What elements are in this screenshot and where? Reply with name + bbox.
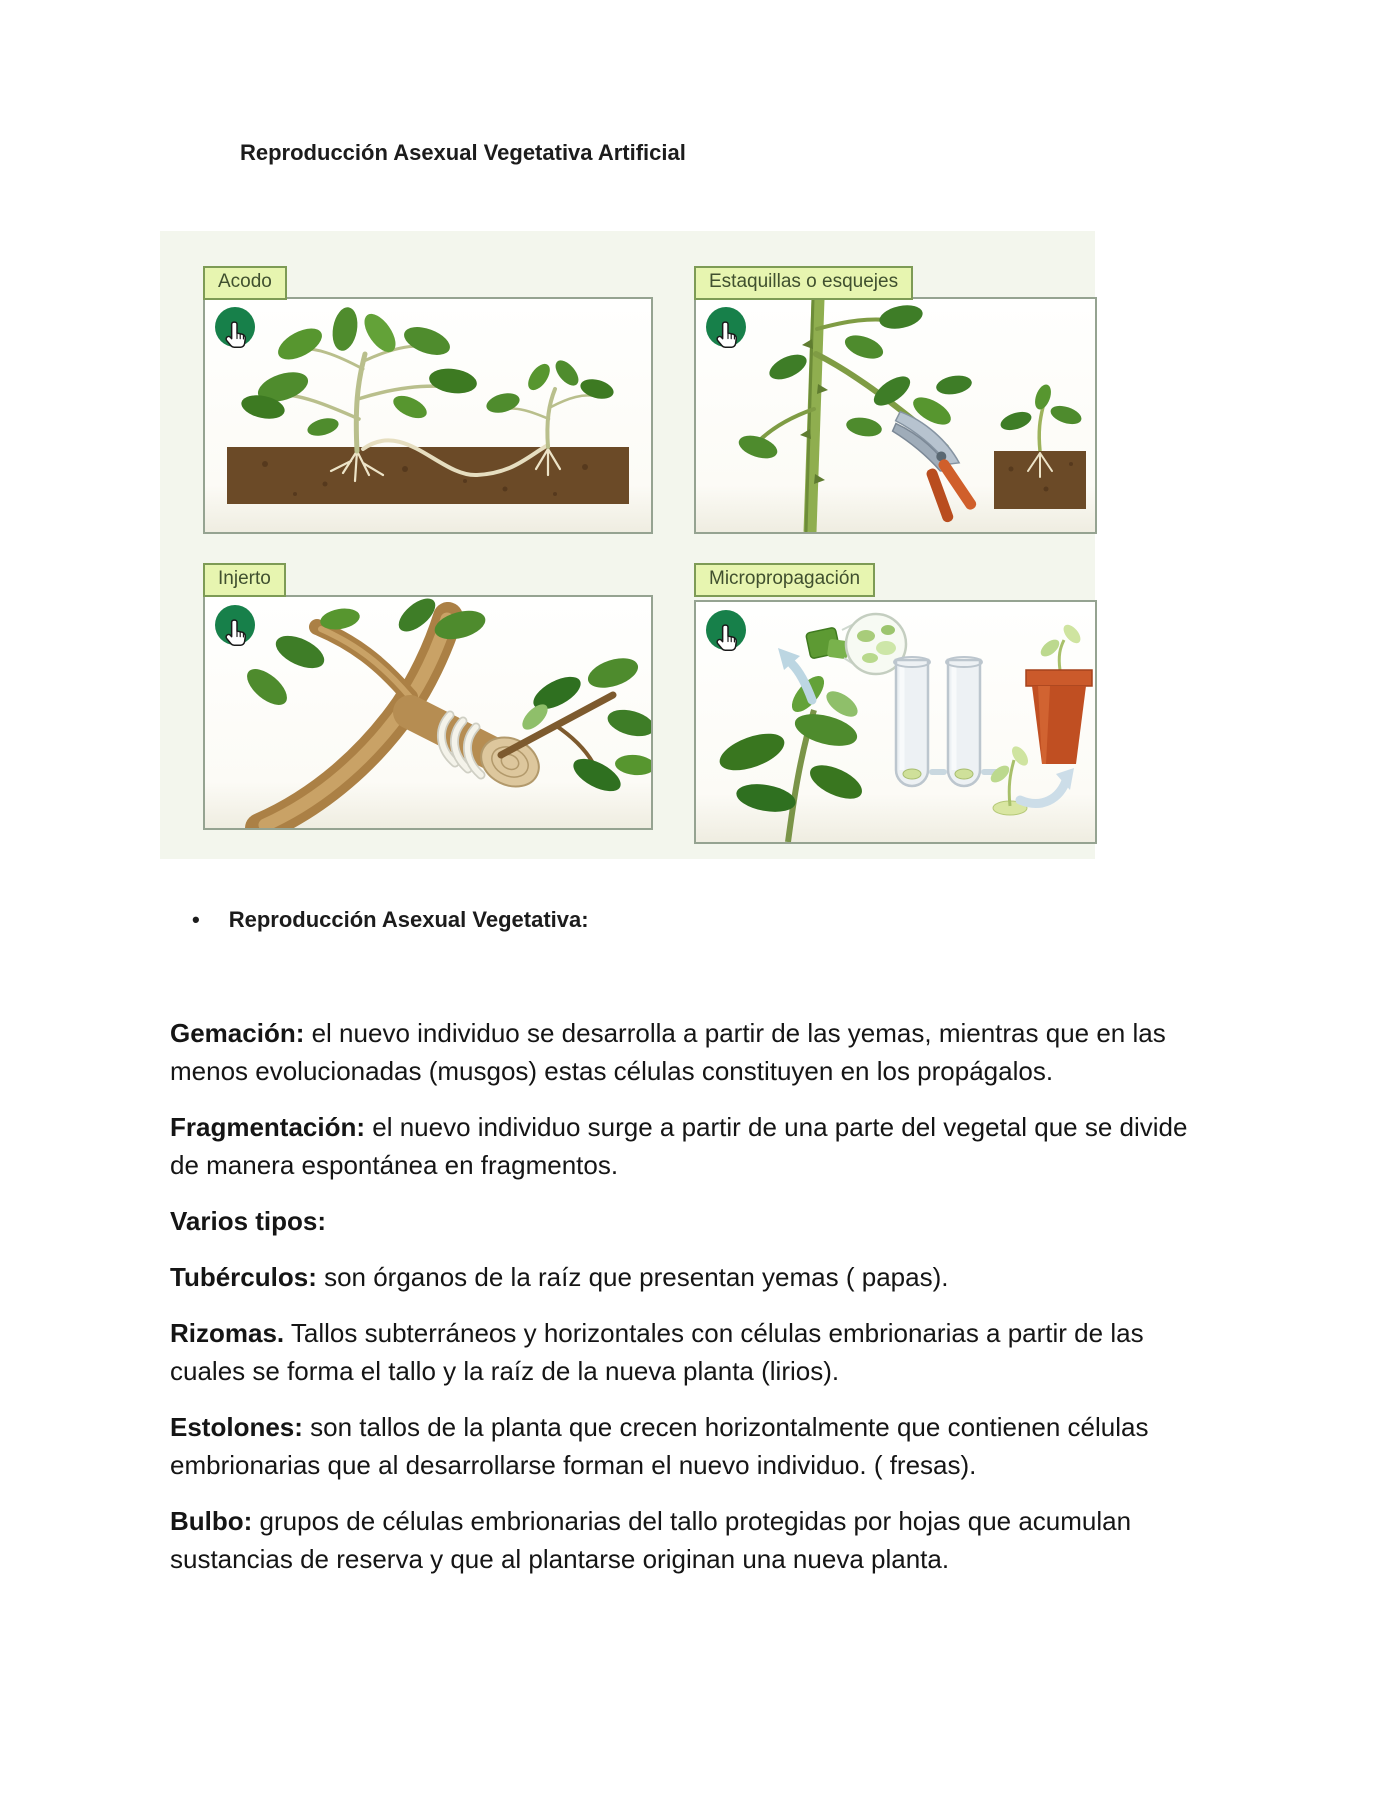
definition-text: Tallos subterráneos y horizontales con células embrionarias a partir de las cuales se forma el tallo y la raíz de la nueva planta (lirios).	[170, 1318, 1144, 1386]
definition-paragraph	[170, 1502, 1215, 1578]
definition-text: son órganos de la raíz que presentan yemas ( papas).	[316, 1262, 949, 1292]
section-heading	[192, 907, 589, 933]
definition-text: el nuevo individuo surge a partir de una parte del vegetal que se divide de manera espontánea en fragmentos.	[170, 1112, 1188, 1180]
tab-micropropagacion[interactable]	[694, 563, 875, 597]
hand-cursor-button[interactable]	[706, 307, 752, 357]
body-text	[170, 1014, 1215, 1596]
hand-cursor-button[interactable]	[215, 605, 261, 655]
definition-term: Gemación:	[170, 1018, 305, 1048]
panel-micropropagacion	[694, 600, 1097, 844]
definition-term: Varios tipos:	[170, 1206, 327, 1236]
tab-injerto[interactable]	[203, 563, 286, 597]
definition-text: grupos de células embrionarias del tallo protegidas por hojas que acumulan sustancias de reserva y que al plantarse originan una nueva planta.	[170, 1506, 1132, 1574]
definition-text: son tallos de la planta que crecen horizontalmente que contienen células embrionarias que al desarrollarse forman el nuevo individuo. ( fresas).	[170, 1412, 1149, 1480]
hand-cursor-icon	[715, 320, 741, 350]
tab-acodo-label: Acodo	[218, 271, 272, 292]
definition-paragraph	[170, 1108, 1215, 1184]
hand-cursor-icon	[224, 320, 250, 350]
micropropagacion-illustration	[696, 602, 1095, 842]
tab-acodo[interactable]	[203, 266, 287, 300]
definition-term: Bulbo:	[170, 1506, 253, 1536]
bullet-icon: •	[192, 907, 200, 932]
injerto-illustration	[205, 597, 651, 828]
definition-term: Fragmentación:	[170, 1112, 366, 1142]
hand-cursor-button[interactable]	[215, 307, 261, 357]
tab-injerto-label: Injerto	[218, 568, 271, 589]
tab-estaquillas-label: Estaquillas o esquejes	[709, 271, 899, 292]
hand-cursor-icon	[715, 623, 741, 653]
definition-paragraph	[170, 1408, 1215, 1484]
acodo-illustration	[205, 299, 651, 532]
definition-paragraph	[170, 1014, 1215, 1090]
panel-injerto	[203, 595, 653, 830]
definition-paragraph	[170, 1314, 1215, 1390]
section-heading-text: Reproducción Asexual Vegetativa:	[228, 907, 589, 932]
definition-term: Tubérculos:	[170, 1262, 317, 1292]
estaquillas-illustration	[696, 299, 1095, 532]
panel-estaquillas	[694, 297, 1097, 534]
tab-estaquillas[interactable]	[694, 266, 913, 300]
definition-paragraph	[170, 1258, 1215, 1296]
definition-paragraph	[170, 1202, 1215, 1240]
hand-cursor-button[interactable]	[706, 610, 752, 660]
hand-cursor-icon	[224, 618, 250, 648]
definition-text: el nuevo individuo se desarrolla a partir de las yemas, mientras que en las menos evolucionadas (musgos) estas células constituyen en los propágalos.	[170, 1018, 1166, 1086]
panel-acodo	[203, 297, 653, 534]
definition-term: Rizomas.	[170, 1318, 285, 1348]
page-title: Reproducción Asexual Vegetativa Artificial	[240, 140, 686, 165]
tab-micropropagacion-label: Micropropagación	[709, 568, 861, 589]
definition-term: Estolones:	[170, 1412, 303, 1442]
